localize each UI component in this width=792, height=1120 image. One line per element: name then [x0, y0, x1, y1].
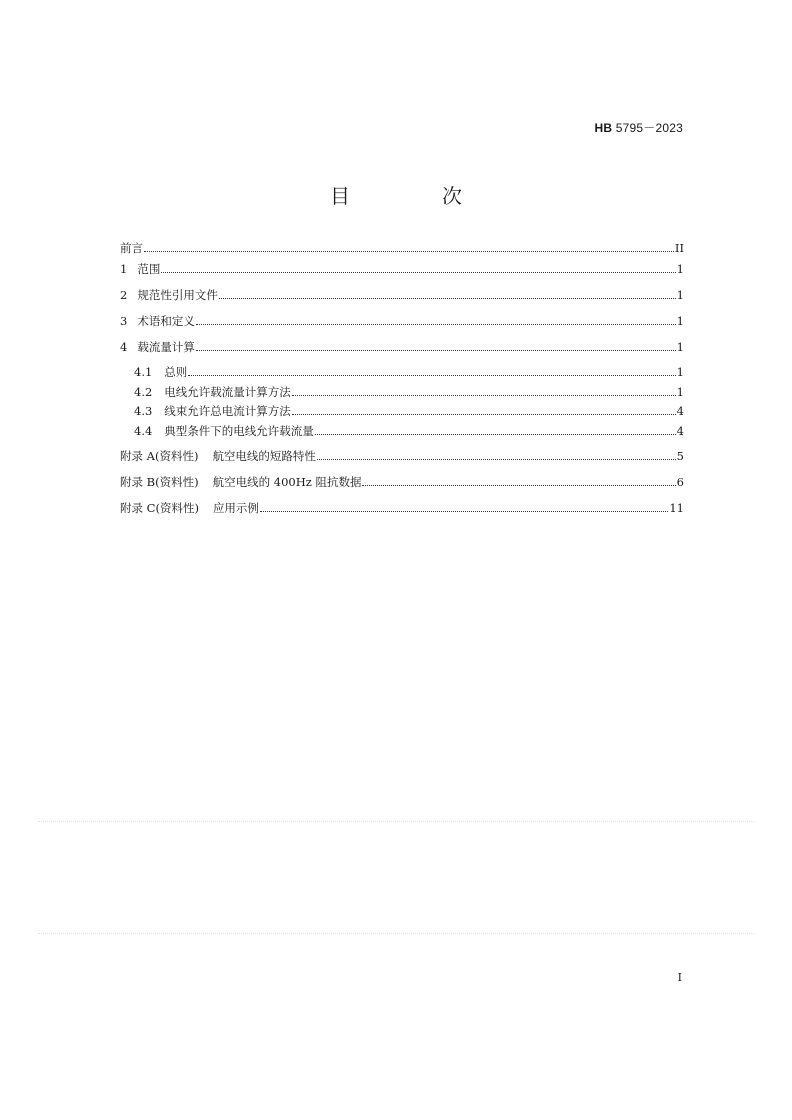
toc-entry-foreword[interactable]	[120, 240, 684, 256]
toc-entry-label: 线束允许总电流计算方法	[164, 404, 291, 418]
document-code-prefix: HB	[594, 121, 613, 135]
toc-entry-number: 4.1	[134, 365, 153, 379]
toc-entry-appendix-c[interactable]	[120, 500, 684, 516]
dot-leader	[292, 395, 676, 396]
toc-entry-page: 1	[676, 340, 684, 354]
toc-entry-page: 11	[669, 501, 684, 515]
toc-entry-number: 4.3	[134, 404, 153, 418]
toc-entry-label: 前言	[120, 241, 143, 255]
dot-leader	[292, 414, 676, 415]
toc-entry-number: 附录 C(资料性)	[120, 501, 199, 515]
toc-entry-harness-current-method[interactable]	[134, 403, 684, 419]
faint-divider-line	[38, 821, 754, 822]
toc-title: 目 次	[330, 184, 498, 208]
dot-leader	[219, 298, 676, 299]
toc-entry-page: 1	[676, 365, 684, 379]
toc-entry-label: 规范性引用文件	[137, 288, 218, 302]
dot-leader	[144, 251, 674, 252]
toc-entry-page: 1	[676, 262, 684, 276]
dot-leader	[188, 375, 675, 376]
toc-entry-page: 5	[676, 449, 684, 463]
toc-entry-page: 6	[676, 475, 684, 489]
toc-entry-page: 4	[676, 404, 684, 418]
dot-leader	[161, 272, 675, 273]
toc-entry-label: 术语和定义	[137, 314, 195, 328]
toc-entry-label: 航空电线的 400Hz 阻抗数据	[212, 475, 362, 489]
toc-entry-number: 4.2	[134, 385, 153, 399]
document-code	[595, 119, 683, 136]
toc-entry-label: 典型条件下的电线允许载流量	[164, 424, 314, 438]
faint-divider-line	[38, 933, 754, 934]
toc-entry-label: 应用示例	[212, 501, 259, 515]
toc-entry-label: 电线允许载流量计算方法	[164, 385, 291, 399]
document-code-number: 5795－2023	[612, 121, 683, 135]
toc-entry-label: 总则	[164, 365, 188, 379]
toc-entry-label: 范围	[137, 262, 161, 276]
toc-entry-terms-definitions[interactable]	[120, 313, 684, 329]
toc-entry-number: 附录 B(资料性)	[120, 475, 199, 489]
toc-entry-page: 1	[676, 314, 684, 328]
toc-entry-general[interactable]	[134, 364, 684, 380]
toc-entry-ampacity-calculation[interactable]	[120, 339, 684, 355]
toc-entry-label: 航空电线的短路特性	[212, 449, 316, 463]
toc-entry-appendix-b[interactable]	[120, 474, 684, 490]
toc-entry-number: 1	[120, 262, 128, 276]
page-number: I	[677, 971, 682, 984]
toc-entry-appendix-a[interactable]	[120, 448, 684, 464]
toc-entry-page: II	[674, 241, 684, 255]
toc-entry-normative-references[interactable]	[120, 287, 684, 303]
toc-entry-page: 1	[676, 288, 684, 302]
toc-entry-number: 4	[120, 340, 128, 354]
toc-entry-label: 载流量计算	[137, 340, 195, 354]
toc-entry-page: 1	[676, 385, 684, 399]
dot-leader	[315, 434, 676, 435]
toc-entry-page: 4	[676, 424, 684, 438]
toc-entry-typical-conditions[interactable]	[134, 423, 684, 439]
toc-entry-number: 4.4	[134, 424, 153, 438]
dot-leader	[362, 485, 675, 486]
toc-entry-number: 2	[120, 288, 128, 302]
toc-entry-wire-ampacity-method[interactable]	[134, 384, 684, 400]
dot-leader	[196, 324, 676, 325]
dot-leader	[196, 350, 676, 351]
dot-leader	[260, 511, 668, 512]
dot-leader	[317, 459, 676, 460]
toc-entry-number: 3	[120, 314, 128, 328]
toc-entry-number: 附录 A(资料性)	[120, 449, 199, 463]
toc-entry-scope[interactable]	[120, 261, 684, 277]
